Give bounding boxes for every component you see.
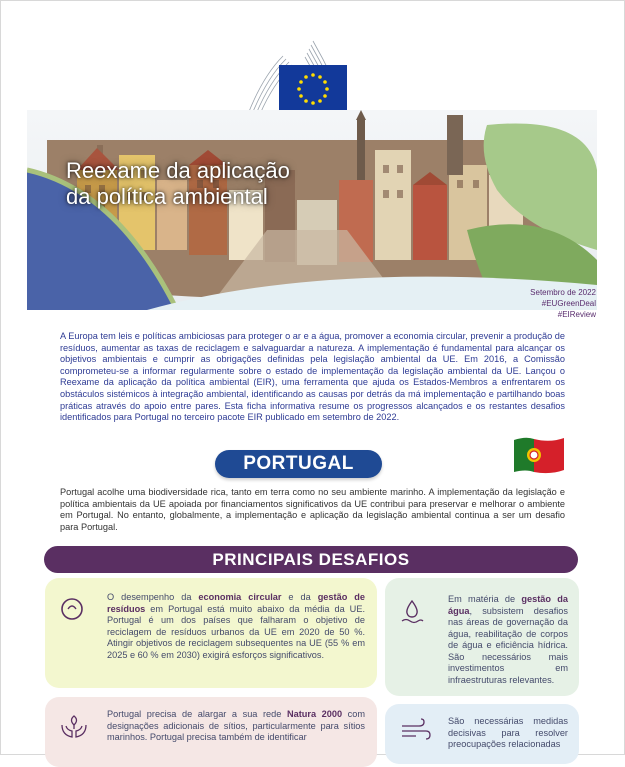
challenge-card-air [385, 704, 579, 764]
title-line-1: Reexame da aplicação [66, 158, 290, 183]
card-1-text-top: O desempenho da economia circular e da gestão de resíduos em Portugal está muito abaixo da média da UE. Portugal é um dos países que falharam o objetivo de reciclagem de resíduos urbanos da UE em 2020 de 50 %. Atingir objetivos de reciclagem subsequentes na UE (55 % em 2025 e 60 % em 2030) exigirá esforços significativos. [107, 592, 365, 660]
challenge-card-natura [45, 697, 377, 767]
circular-economy-icon [59, 596, 85, 622]
challenges-heading: PRINCIPAIS DESAFIOS [44, 546, 578, 573]
eu-flag-icon [279, 65, 347, 113]
intro-paragraph: A Europa tem leis e políticas ambiciosas para proteger o ar e a água, promover a economia circular, prevenir a produção de resíduos, aumentar as taxas de reciclagem e salvaguardar a natureza. A implementação é fundamental para alcançar os objetivos ambientais e cumprir as obrigações definidas pela legislação ambiental da UE. Em 2016, a Comissão comprometeu-se a informar regularmente sobre o estado de implementação da legislação ambiental da UE. Lançou o Reexame da aplicação da política ambiental (EIR), uma ferramenta que ajuda os Estados-Membros a enfrentarem os obstáculos sistémicos à integração ambiental, identificando as causas por detrás da má implementação e partilhando boas práticas através do apoio entre pares. Esta ficha informativa resume os progressos alcançados e os restantes desafios identificados para Portugal no terceiro pacote EIR publicado em setembro de 2022. [60, 331, 565, 423]
wind-icon [399, 718, 431, 744]
hero-image [27, 110, 597, 310]
card-2-text: Em matéria de gestão da água, subsistem desafios nas áreas de governação da água, reabilitação de corpos de água e eficiência hídrica. São necessários mais investimentos em infraestruturas relevantes. [448, 594, 568, 685]
card-3-text: Portugal precisa de alargar a sua rede Natura 2000 com designações adicionais de sítios, particularmente para sítios marinhos. Portugal precisa também de identificar [107, 709, 365, 742]
publication-date: Setembro de 2022 [530, 288, 596, 297]
hashtag-eugreendeal[interactable]: #EUGreenDeal [541, 299, 596, 308]
portugal-paragraph: Portugal acolhe uma biodiversidade rica, tanto em terra como no seu ambiente marinho. A implementação da legislação e política ambientais da UE apoiada por financiamentos significativos da UE contribui para preservar e melhorar o ambiente em Portugal. No entanto, globalmente, a implementação e aplicação da legislação ambiental continua a ser um desafio para Portugal. [60, 487, 565, 532]
water-drop-icon [399, 598, 425, 626]
challenge-card-circular-economy [45, 578, 377, 688]
hashtag-eireview[interactable]: #EIReview [557, 310, 596, 319]
challenge-card-water [385, 578, 579, 696]
publication-meta [530, 287, 596, 320]
card-4-text: São necessárias medidas decisivas para resolver preocupações relacionadas [448, 716, 568, 749]
hands-plant-icon [59, 711, 89, 741]
title-line-2: da política ambiental [66, 184, 268, 209]
portugal-heading: PORTUGAL [215, 450, 382, 478]
document-title [66, 158, 366, 210]
portugal-flag-icon [512, 436, 566, 474]
